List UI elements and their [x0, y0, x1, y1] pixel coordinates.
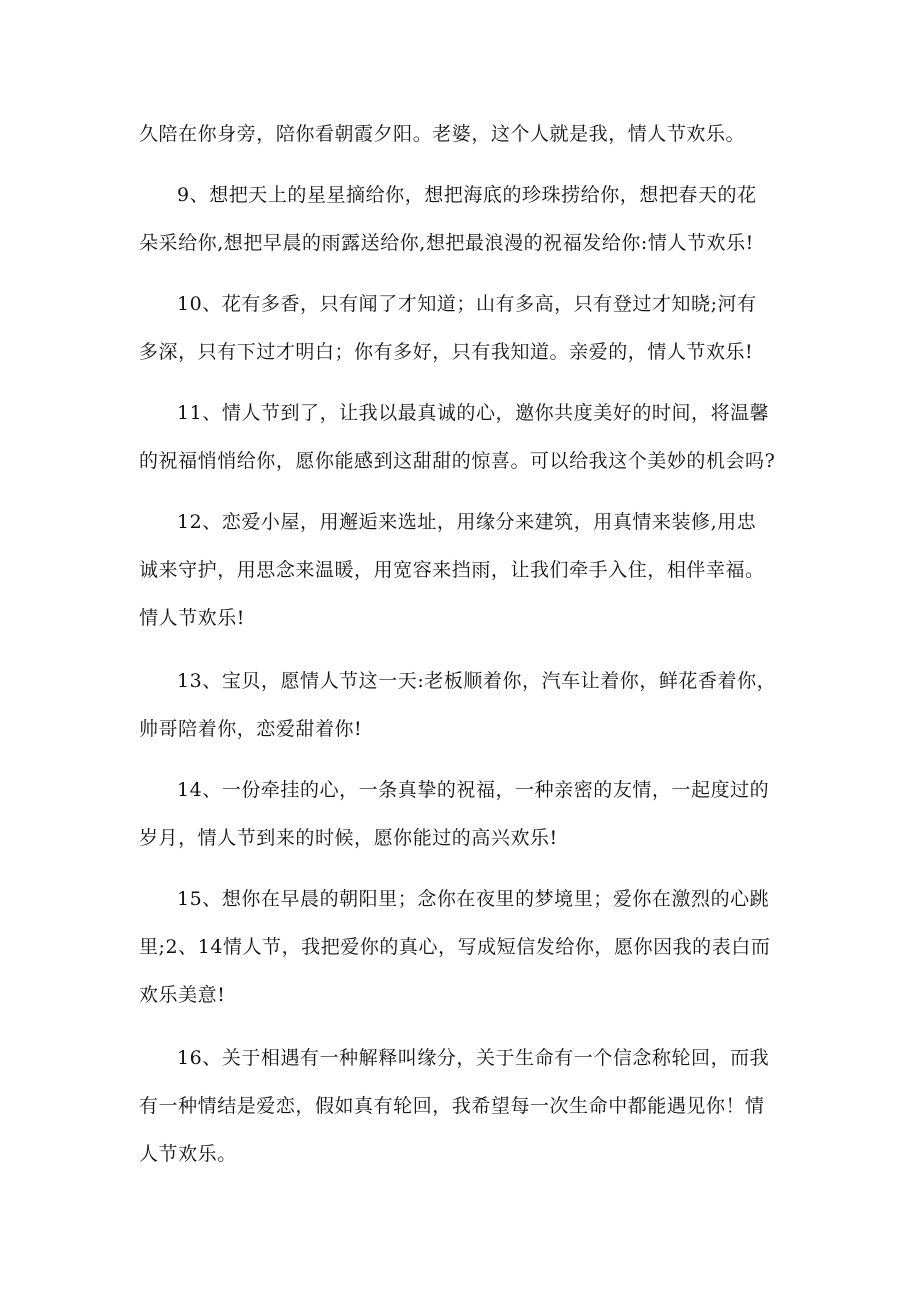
text-line: 欢乐美意! — [139, 984, 226, 1006]
text-line: 人节欢乐。 — [139, 1143, 237, 1165]
text-line: 15、想你在早晨的朝阳里；念你在夜里的梦境里；爱你在激烈的心跳 — [177, 888, 770, 910]
paragraph-15 — [139, 875, 781, 1019]
paragraph-9 — [139, 171, 781, 267]
text-line: 朵采给你,想把早晨的雨露送给你,想把最浪漫的祝福发给你:情人节欢乐! — [139, 232, 754, 254]
paragraph-10 — [139, 280, 781, 376]
text-line: 的祝福悄悄给你，愿你能感到这甜甜的惊喜。可以给我这个美妙的机会吗? — [139, 450, 776, 472]
text-line: 久陪在你身旁，陪你看朝霞夕阳。老婆，这个人就是我，情人节欢乐。 — [139, 123, 746, 145]
text-line: 里;2、14情人节，我把爱你的真心，写成短信发给你，愿你因我的表白而 — [139, 936, 771, 958]
paragraph-11 — [139, 389, 781, 485]
text-line: 14、一份牵挂的心，一条真挚的祝福，一种亲密的友情，一起度过的 — [177, 779, 770, 801]
text-line: 13、宝贝，愿情人节这一天:老板顺着你，汽车让着你，鲜花香着你， — [177, 670, 777, 692]
text-line: 帅哥陪着你，恋爱甜着你! — [139, 718, 363, 740]
paragraph-14 — [139, 766, 781, 862]
text-line: 10、花有多香，只有闻了才知道；山有多高，只有登过才知晓;河有 — [177, 293, 757, 315]
paragraph-continuation — [139, 110, 781, 158]
text-line: 11、情人节到了，让我以最真诚的心，邀你共度美好的时间，将温馨 — [177, 402, 770, 424]
text-line: 多深，只有下过才明白；你有多好，只有我知道。亲爱的，情人节欢乐! — [139, 341, 754, 363]
text-line: 有一种情结是爱恋，假如真有轮回，我希望每一次生命中都能遇见你！情 — [139, 1095, 765, 1117]
text-line: 情人节欢乐! — [139, 607, 245, 629]
text-line: 岁月，情人节到来的时候，愿你能过的高兴欢乐! — [139, 827, 558, 849]
text-line: 12、恋爱小屋，用邂逅来选址，用缘分来建筑，用真情来装修,用忠 — [177, 511, 757, 533]
text-line: 9、想把天上的星星摘给你，想把海底的珍珠捞给你，想把春天的花 — [177, 184, 757, 206]
text-line: 16、关于相遇有一种解释叫缘分，关于生命有一个信念称轮回，而我 — [177, 1047, 770, 1069]
paragraph-13 — [139, 657, 781, 753]
text-line: 诚来守护，用思念来温暖，用宽容来挡雨，让我们牵手入住，相伴幸福。 — [139, 559, 765, 581]
paragraph-12 — [139, 498, 781, 642]
paragraph-16 — [139, 1034, 781, 1178]
